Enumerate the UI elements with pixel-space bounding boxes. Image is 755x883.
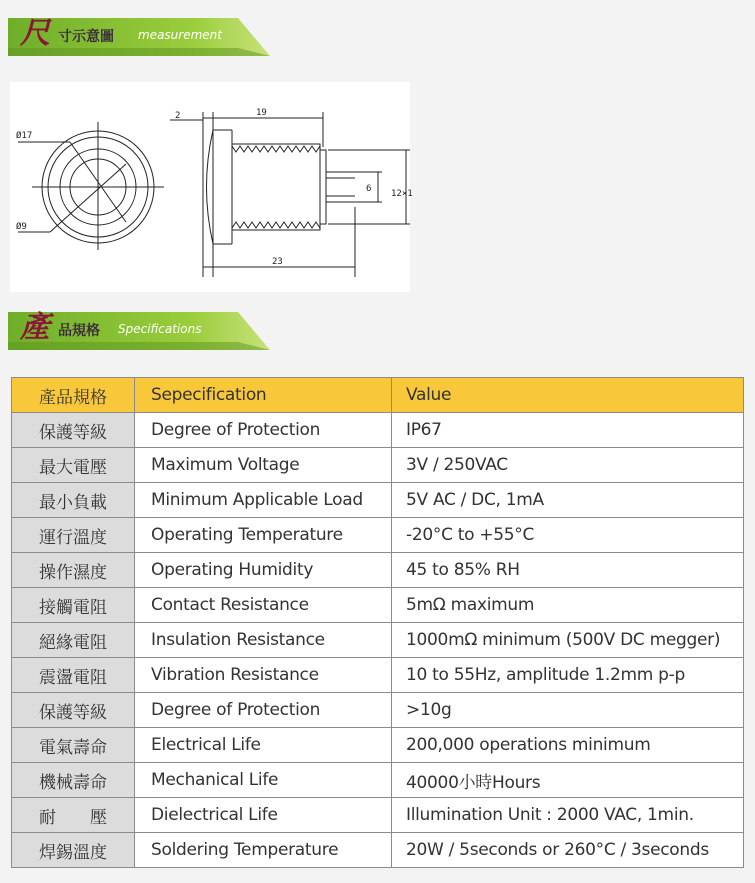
table-row bbox=[12, 798, 744, 833]
row-label-zh: 保護等級 bbox=[12, 413, 135, 448]
table-header-row bbox=[12, 378, 744, 413]
row-value: -20°C to +55°C bbox=[392, 518, 744, 553]
row-label-zh: 接觸電阻 bbox=[12, 588, 135, 623]
specifications-table bbox=[11, 377, 744, 868]
row-label-zh: 耐 壓 bbox=[12, 798, 135, 833]
specifications-section-banner bbox=[8, 306, 270, 346]
row-label-zh: 震盪電阻 bbox=[12, 658, 135, 693]
dim-outer-diameter: Ø17 bbox=[16, 131, 33, 141]
row-spec: Degree of Protection bbox=[135, 413, 392, 448]
row-value: 5mΩ maximum bbox=[392, 588, 744, 623]
table-row bbox=[12, 658, 744, 693]
row-value: 5V AC / DC, 1mA bbox=[392, 483, 744, 518]
row-value: 200,000 operations minimum bbox=[392, 728, 744, 763]
header-spec: Sepecification bbox=[135, 378, 392, 413]
front-view bbox=[16, 122, 164, 250]
table-row bbox=[12, 483, 744, 518]
row-spec: Contact Resistance bbox=[135, 588, 392, 623]
dim-total: 23 bbox=[272, 257, 283, 267]
row-label-zh: 保護等級 bbox=[12, 693, 135, 728]
measurement-section-banner bbox=[8, 12, 270, 52]
banner-glyph: 尺 bbox=[20, 16, 50, 51]
row-value: 1000mΩ minimum (500V DC megger) bbox=[392, 623, 744, 658]
row-spec: Mechanical Life bbox=[135, 763, 392, 798]
banner-title-en: measurement bbox=[138, 28, 222, 42]
table-row bbox=[12, 518, 744, 553]
row-label-zh: 絕緣電阻 bbox=[12, 623, 135, 658]
table-row bbox=[12, 833, 744, 868]
row-spec: Vibration Resistance bbox=[135, 658, 392, 693]
row-value: Illumination Unit : 2000 VAC, 1min. bbox=[392, 798, 744, 833]
row-value: 45 to 85% RH bbox=[392, 553, 744, 588]
row-spec: Dielectrical Life bbox=[135, 798, 392, 833]
row-label-zh: 最大電壓 bbox=[12, 448, 135, 483]
row-value: IP67 bbox=[392, 413, 744, 448]
row-label-zh: 電氣壽命 bbox=[12, 728, 135, 763]
dim-thread: 12×1 bbox=[391, 189, 413, 199]
table-row bbox=[12, 763, 744, 798]
header-zh: 產品規格 bbox=[12, 378, 135, 413]
row-spec: Soldering Temperature bbox=[135, 833, 392, 868]
row-spec: Degree of Protection bbox=[135, 693, 392, 728]
banner-title-zh: 品規格 bbox=[58, 323, 100, 339]
row-label-zh: 操作濕度 bbox=[12, 553, 135, 588]
dim-body: 19 bbox=[256, 108, 267, 118]
table-row bbox=[12, 448, 744, 483]
table-row bbox=[12, 553, 744, 588]
row-spec: Minimum Applicable Load bbox=[135, 483, 392, 518]
banner-title-en: Specifications bbox=[118, 322, 202, 336]
row-value: 3V / 250VAC bbox=[392, 448, 744, 483]
row-spec: Insulation Resistance bbox=[135, 623, 392, 658]
table-row bbox=[12, 588, 744, 623]
dim-pin-pitch: 6 bbox=[366, 184, 372, 194]
table-row bbox=[12, 413, 744, 448]
row-spec: Electrical Life bbox=[135, 728, 392, 763]
row-value: >10g bbox=[392, 693, 744, 728]
row-spec: Operating Temperature bbox=[135, 518, 392, 553]
side-view bbox=[170, 108, 413, 277]
banner-title-zh: 寸示意圖 bbox=[58, 29, 114, 45]
table-row bbox=[12, 693, 744, 728]
row-spec: Operating Humidity bbox=[135, 553, 392, 588]
header-value: Value bbox=[392, 378, 744, 413]
table-row bbox=[12, 623, 744, 658]
row-spec: Maximum Voltage bbox=[135, 448, 392, 483]
row-label-zh: 機械壽命 bbox=[12, 763, 135, 798]
banner-glyph: 產 bbox=[20, 310, 50, 345]
row-label-zh: 最小負載 bbox=[12, 483, 135, 518]
table-row bbox=[12, 728, 744, 763]
row-label-zh: 焊錫溫度 bbox=[12, 833, 135, 868]
dimension-drawing bbox=[10, 82, 413, 292]
row-value: 20W / 5seconds or 260°C / 3seconds bbox=[392, 833, 744, 868]
row-value: 40000小時Hours bbox=[392, 763, 744, 798]
row-value: 10 to 55Hz, amplitude 1.2mm p-p bbox=[392, 658, 744, 693]
row-label-zh: 運行溫度 bbox=[12, 518, 135, 553]
dim-flange: 2 bbox=[175, 111, 181, 121]
dim-inner-diameter: Ø9 bbox=[16, 222, 27, 232]
